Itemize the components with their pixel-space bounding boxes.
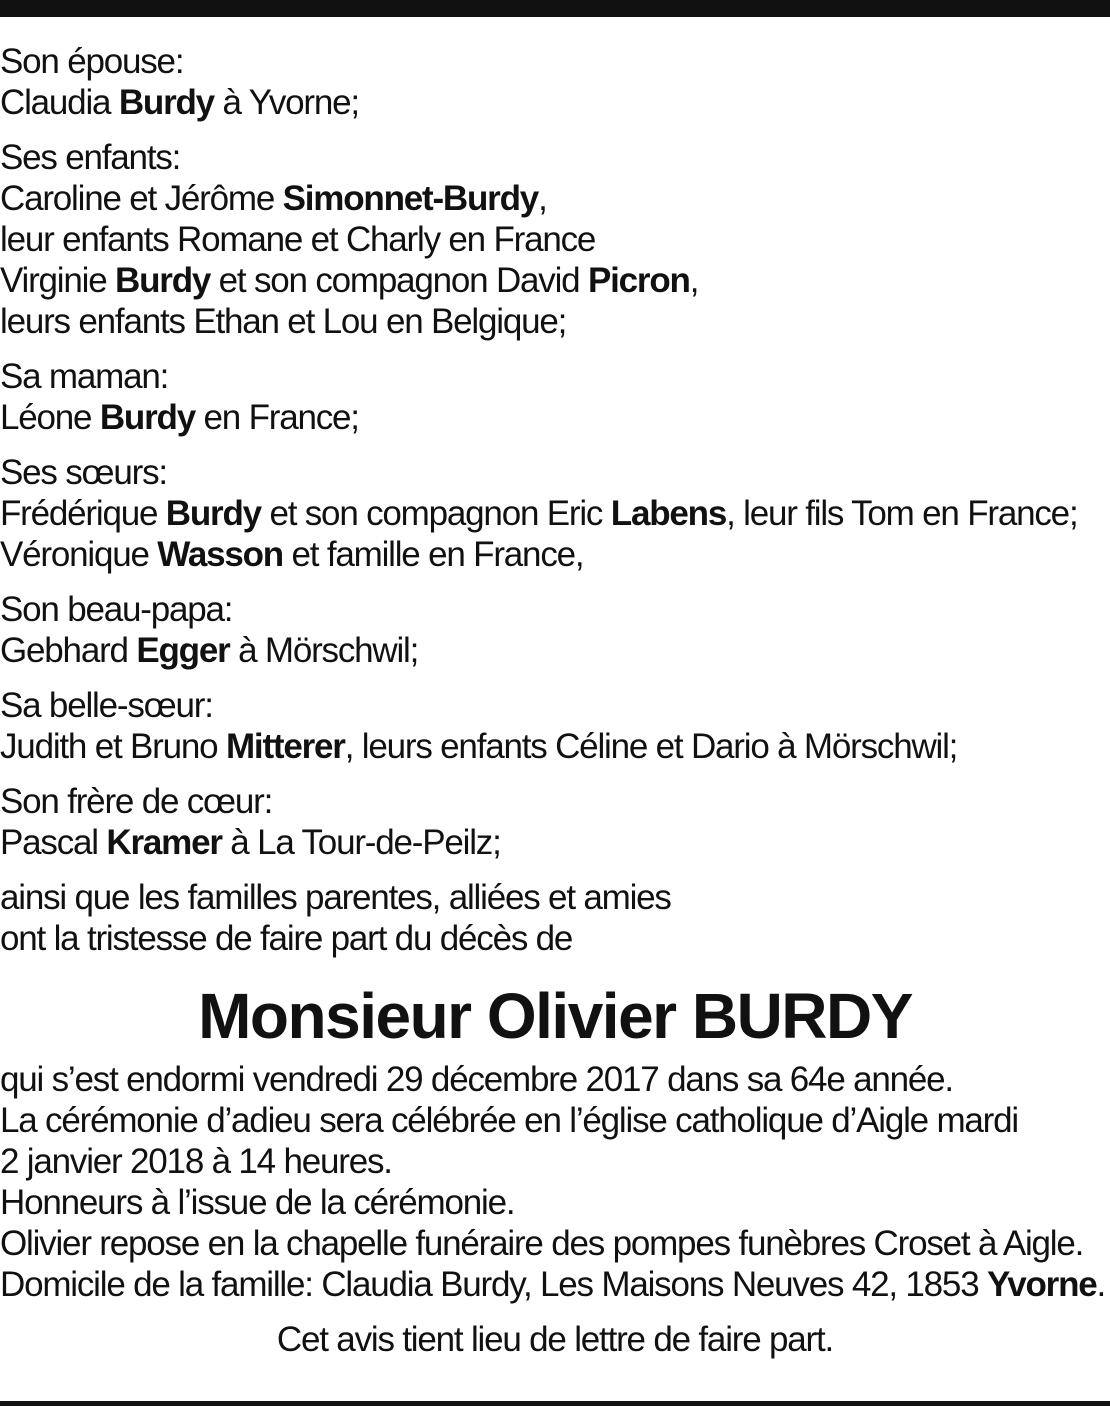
relative-line xyxy=(0,534,1110,575)
detail-line xyxy=(0,1223,1110,1264)
text-segment: 2 janvier 2018 à 14 heures. xyxy=(0,1142,392,1181)
intro-line xyxy=(0,877,1110,918)
text-segment: à Mörschwil; xyxy=(229,631,419,670)
intro-line xyxy=(0,918,1110,959)
text-segment: Domicile de la famille: Claudia Burdy, Les Maisons Neuves 42, 1853 xyxy=(0,1265,987,1304)
detail-line xyxy=(0,1059,1110,1100)
text-segment: Véronique xyxy=(0,535,158,574)
text-segment: Léone xyxy=(0,398,100,437)
text-segment: leur enfants Romane et Charly en France xyxy=(0,220,596,259)
detail-line xyxy=(0,1100,1110,1141)
relation-heading: Son beau-papa: xyxy=(0,590,233,629)
text-segment: . xyxy=(1096,1265,1106,1304)
text-segment: , xyxy=(538,179,547,218)
bottom-border-rule xyxy=(0,1401,1110,1406)
detail-line xyxy=(0,1182,1110,1223)
text-segment: Olivier repose en la chapelle funéraire des pompes funèbres Croset à Aigle. xyxy=(0,1224,1084,1263)
surname: Labens xyxy=(610,494,727,533)
family-sections xyxy=(0,41,1110,863)
text-segment: et famille en France, xyxy=(283,535,584,574)
text-segment: en France; xyxy=(194,398,359,437)
closing-note: Cet avis tient lieu de lettre de faire part. xyxy=(276,1320,834,1359)
relation-section xyxy=(0,41,1110,123)
relation-heading: Ses sœurs: xyxy=(0,453,167,492)
text-segment: ainsi que les familles parentes, alliées et amies xyxy=(0,878,671,917)
relative-line xyxy=(0,301,1110,342)
relative-line xyxy=(0,726,1110,767)
relative-line xyxy=(0,219,1110,260)
relation-section xyxy=(0,589,1110,671)
relative-line xyxy=(0,178,1110,219)
surname: Mitterer xyxy=(225,727,345,766)
text-segment: et son compagnon Eric xyxy=(260,494,611,533)
surname: Burdy xyxy=(99,398,195,437)
surname: Egger xyxy=(136,631,230,670)
relative-line xyxy=(0,397,1110,438)
text-segment: , xyxy=(689,261,699,300)
relation-heading: Sa belle-sœur: xyxy=(0,686,213,725)
text-segment: Pascal xyxy=(0,823,107,862)
surname: Simonnet-Burdy xyxy=(282,179,539,218)
text-segment: à Yvorne; xyxy=(213,83,359,122)
relation-section xyxy=(0,137,1110,342)
detail-line xyxy=(0,1141,1110,1182)
text-segment: leurs enfants Ethan et Lou en Belgique; xyxy=(0,302,567,341)
deceased-name: Monsieur Olivier BURDY xyxy=(198,980,912,1052)
surname: Yvorne xyxy=(986,1265,1097,1304)
text-segment: Honneurs à l’issue de la cérémonie. xyxy=(0,1183,515,1222)
text-segment: Judith et Bruno xyxy=(0,727,226,766)
text-segment: Virginie xyxy=(0,261,116,300)
text-segment: La cérémonie d’adieu sera célébrée en l’église catholique d’Aigle mardi xyxy=(0,1101,1018,1140)
detail-line xyxy=(0,1264,1110,1305)
death-notice xyxy=(0,41,1110,1360)
text-segment: , leur fils Tom en France; xyxy=(726,494,1078,533)
relation-heading: Son frère de cœur: xyxy=(0,782,273,821)
relation-heading: Ses enfants: xyxy=(0,138,181,177)
relative-line xyxy=(0,260,1110,301)
text-segment: , leurs enfants Céline et Dario à Mörschwil; xyxy=(344,727,958,766)
surname: Burdy xyxy=(165,494,261,533)
text-segment: Claudia xyxy=(0,83,119,122)
relation-heading: Sa maman: xyxy=(0,357,169,396)
surname: Burdy xyxy=(115,261,211,300)
top-border-rule xyxy=(0,0,1110,17)
text-segment: ont la tristesse de faire part du décès de xyxy=(0,919,573,958)
relative-line xyxy=(0,82,1110,123)
relation-section xyxy=(0,452,1110,575)
text-segment: Gebhard xyxy=(0,631,137,670)
relation-heading: Son épouse: xyxy=(0,42,184,81)
surname: Burdy xyxy=(118,83,214,122)
text-segment: Caroline et Jérôme xyxy=(0,179,283,218)
text-segment: à La Tour-de-Peilz; xyxy=(221,823,501,862)
relation-section xyxy=(0,781,1110,863)
relative-line xyxy=(0,822,1110,863)
relation-section xyxy=(0,356,1110,438)
intro-paragraph xyxy=(0,877,1110,959)
text-segment: qui s’est endormi vendredi 29 décembre 2017 dans sa 64e année. xyxy=(0,1060,953,1099)
surname: Kramer xyxy=(106,823,222,862)
surname: Wasson xyxy=(157,535,283,574)
text-segment: et son compagnon David xyxy=(210,261,588,300)
relative-line xyxy=(0,630,1110,671)
surname: Picron xyxy=(587,261,690,300)
relative-line xyxy=(0,493,1110,534)
details-paragraph xyxy=(0,1059,1110,1305)
relation-section xyxy=(0,685,1110,767)
text-segment: Frédérique xyxy=(0,494,166,533)
